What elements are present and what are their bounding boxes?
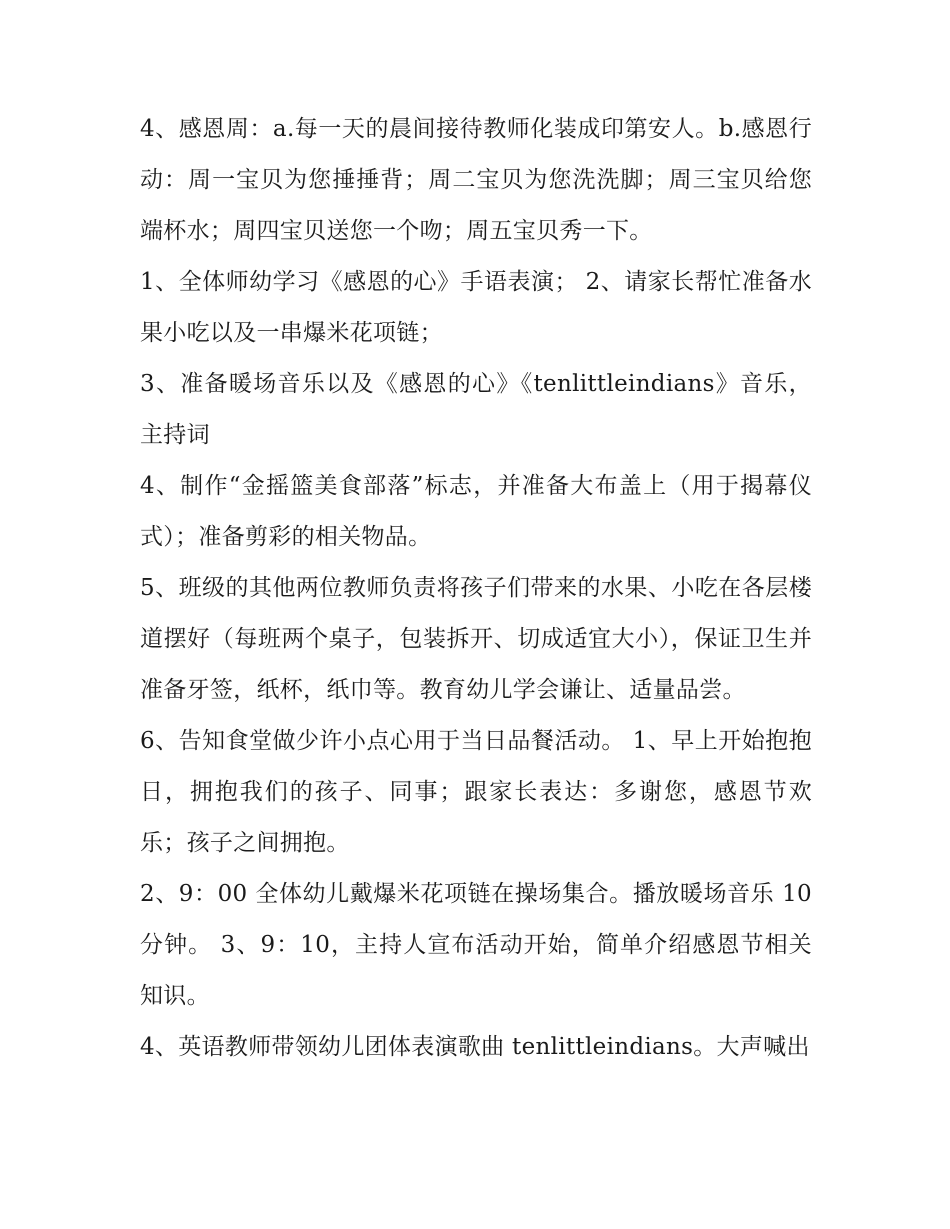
paragraph-prep-sign-language: 1、全体师幼学习《感恩的心》手语表演； 2、请家长帮忙准备水果小吃以及一串爆米花项链； [140,269,812,346]
paragraph-teachers-duties: 5、班级的其他两位教师负责将孩子们带来的水果、小吃在各层楼道摆好（每班两个桌子，包装拆开、切成适宜大小），保证卫生并准备牙签，纸杯，纸巾等。教育幼儿学会谦让、适量品尝。 [140,575,812,703]
paragraph-assembly-schedule: 2、9：00 全体幼儿戴爆米花项链在操场集合。播放暖场音乐 10 分钟。 3、9：10，主持人宣布活动开始，简单介绍感恩节相关知识。 [140,881,812,1009]
document-body [140,104,812,1073]
paragraph-canteen-and-hug-day: 6、告知食堂做少许小点心用于当日品餐活动。 1、早上开始抱抱日，拥抱我们的孩子、同事；跟家长表达：多谢您，感恩节欢乐；孩子之间拥抱。 [140,728,812,856]
paragraph-thanksgiving-week: 4、感恩周：a.每一天的晨间接待教师化装成印第安人。b.感恩行动：周一宝贝为您捶捶背；周二宝贝为您洗洗脚；周三宝贝给您端杯水；周四宝贝送您一个吻；周五宝贝秀一下。 [140,116,812,244]
paragraph-prep-music: 3、准备暖场音乐以及《感恩的心》《tenlittleindians》音乐，主持词 [140,371,812,448]
paragraph-prep-sign-making: 4、制作“金摇篮美食部落”标志，并准备大布盖上（用于揭幕仪式）；准备剪彩的相关物品。 [140,473,812,550]
paragraph-english-song: 4、英语教师带领幼儿团体表演歌曲 tenlittleindians。大声喊出 [140,1034,810,1060]
